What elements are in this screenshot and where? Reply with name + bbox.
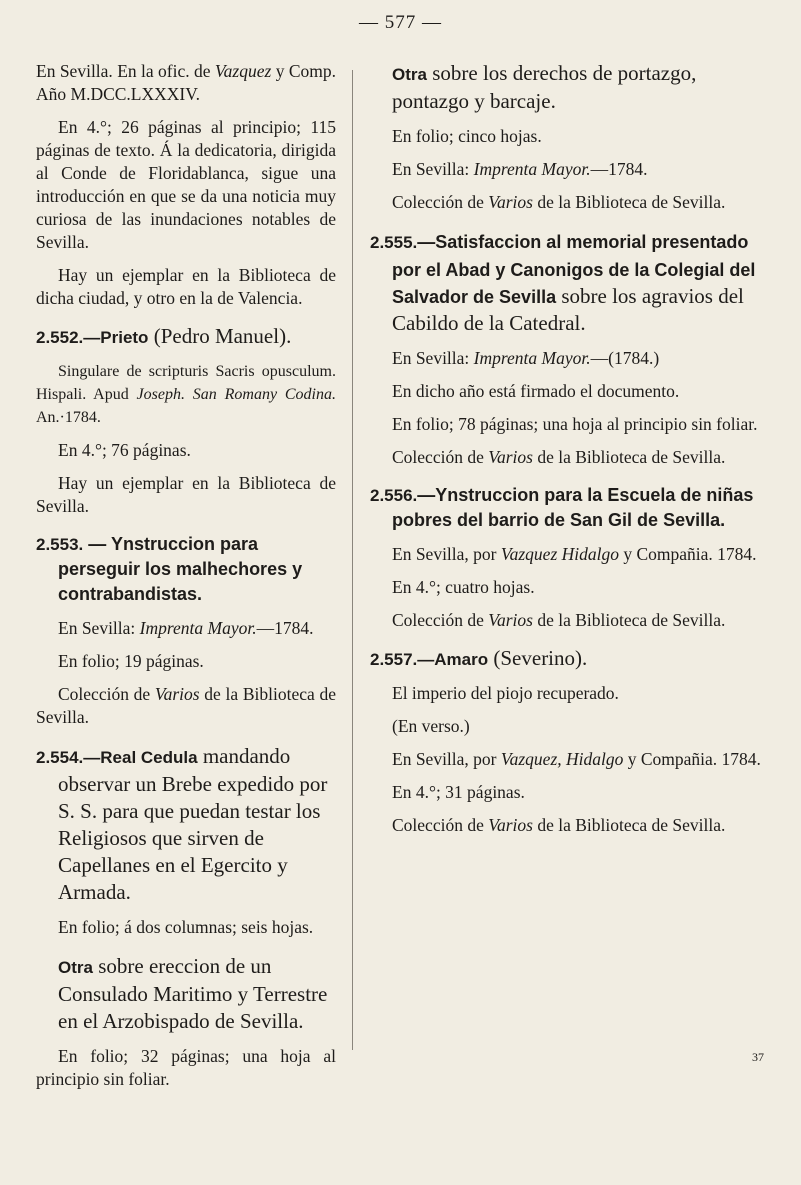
column-divider (352, 70, 353, 1050)
signature-mark: 37 (752, 1050, 764, 1064)
entry-2556-collection: Colección de Varios de la Biblioteca de Sevilla. (392, 610, 726, 630)
entry-2555-imprint: En Sevilla: Imprenta Mayor.—(1784.) (392, 348, 660, 368)
entry-otra2-description: En folio; cinco hojas. (392, 126, 542, 146)
entry-otra2-collection: Colección de Varios de la Biblioteca de Sevilla. (392, 192, 726, 212)
entry-2556-imprint: En Sevilla, por Vazquez Hidalgo y Compañia. 1784. (392, 544, 757, 564)
entry-2555-heading: 2.555.—Satisfaccion al memorial presentado por el Abad y Canonigos de la Colegial del Salvador de Sevilla sobre los agravios del Cabildo de la Catedral. (370, 232, 756, 335)
entry-2556-description: En 4.°; cuatro hojas. (392, 577, 535, 597)
entry-2557-note: (En verso.) (392, 716, 470, 736)
entry-otra2-imprint: En Sevilla: Imprenta Mayor.—1784. (392, 159, 648, 179)
entry-2557-heading: 2.557.—Amaro (Severino). (370, 646, 588, 670)
holdings-note: Hay un ejemplar en la Biblioteca de dicha ciudad, y otro en la de Valencia. (36, 265, 336, 308)
description: En 4.°; 26 páginas al principio; 115 páginas de texto. Á la dedicatoria, dirigida al Conde de Floridablanca, sigue una introducción en que se da una noticia muy curiosa de las inundaciones notables de Sevilla. (36, 117, 336, 252)
left-column (36, 60, 336, 1101)
entry-2557-imprint: En Sevilla, por Vazquez, Hidalgo y Compañia. 1784. (392, 749, 761, 769)
entry-2557-description: En 4.°; 31 páginas. (392, 782, 525, 802)
entry-otra-description: En folio; 32 páginas; una hoja al principio sin foliar. (36, 1046, 336, 1089)
right-column (370, 60, 762, 847)
entry-otra2-heading: Otra sobre los derechos de portazgo, pontazgo y barcaje. (392, 61, 697, 113)
entry-2555-note: En dicho año está firmado el documento. (392, 381, 680, 401)
entry-2555-description: En folio; 78 páginas; una hoja al principio sin foliar. (392, 414, 758, 434)
entry-2552-description: En 4.°; 76 páginas. (58, 440, 191, 460)
entry-2553-imprint: En Sevilla: Imprenta Mayor.—1784. (58, 618, 314, 638)
entry-2552-heading: 2.552.—Prieto (Pedro Manuel). (36, 324, 292, 348)
entry-2553-description: En folio; 19 páginas. (58, 651, 204, 671)
entry-2557-collection: Colección de Varios de la Biblioteca de Sevilla. (392, 815, 726, 835)
entry-otra-heading: Otra sobre ereccion de un Consulado Maritimo y Terrestre en el Arzobispado de Sevilla. (58, 954, 328, 1033)
entry-2552-title: Singulare de scripturis Sacris opusculum. Hispali. Apud Joseph. San Romany Codina. An.·1784. (36, 363, 336, 426)
entry-2557-title: El imperio del piojo recuperado. (392, 683, 619, 703)
entry-2553-collection: Colección de Varios de la Biblioteca de Sevilla. (36, 684, 336, 727)
entry-2552-holdings: Hay un ejemplar en la Biblioteca de Sevilla. (36, 473, 336, 516)
entry-2556-heading: 2.556.—Ynstruccion para la Escuela de niñas pobres del barrio de San Gil de Sevilla. (370, 485, 754, 530)
imprint-line: En Sevilla. En la ofic. de Vazquez y Comp. Año M.DCC.LXXXIV. (36, 61, 336, 104)
entry-2554-heading: 2.554.—Real Cedula mandando observar un Brebe expedido por S. S. para que puedan testar los Religiosos que sirven de Capellanes en el Egercito y Armada. (36, 744, 328, 904)
entry-2554-description: En folio; á dos columnas; seis hojas. (58, 917, 314, 937)
page-number: — 577 — (359, 12, 442, 33)
entry-2555-collection: Colección de Varios de la Biblioteca de Sevilla. (392, 447, 726, 467)
entry-2553-heading: 2.553. — Ynstruccion para perseguir los malhechores y contrabandistas. (36, 534, 303, 604)
